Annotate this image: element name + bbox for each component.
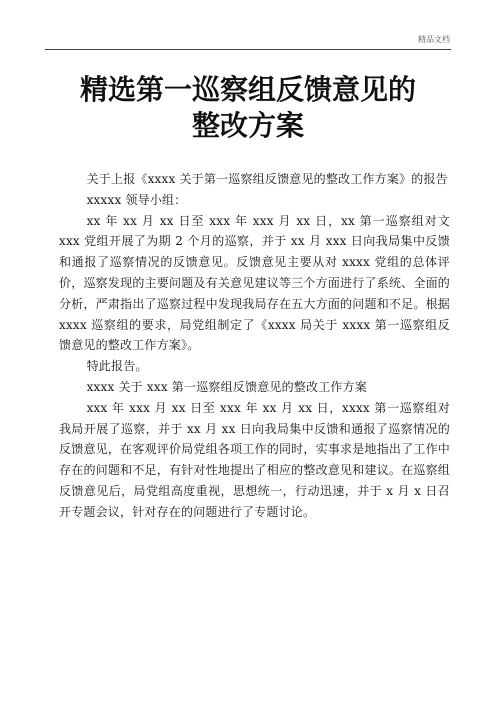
header-label: 精品文档 [418,35,450,44]
header-divider [45,49,451,50]
paragraph-closing: 特此报告。 [86,359,148,374]
paragraph-plan-title: xxxx 关于 xxx 第一巡察组反馈意见的整改工作方案 [86,379,368,394]
paragraph-salutation: xxxxx 领导小组： [86,192,187,207]
title-line-2: 整改方案 [191,109,304,142]
paragraph-report-body: xx 年 xx 月 xx 日至 xxx 年 xxx 月 xx 日，xx 第一巡察组对文 xxx 党组开展了为期 2 个月的巡察，并于 xx 月 xxx 日向我局集中反馈和通报了巡察情况的反馈意见。反馈意见主要从对 xxxx 党组的总体评价，巡察发现的主要问题及有关意见建议等三个方面进行了系统、全面的分析，严肃指出了巡察过程中发现我局存在五大方面的问题和不足。根据 xxxx 巡察组的要求，局党组制定了《xxxx 局关于 xxxx 第一巡察组反馈意见的整改工作方案》。 [59,213,450,353]
document-title [40,72,456,144]
paragraph-report-title: 关于上报《xxxx 关于第一巡察组反馈意见的整改工作方案》的报告 [86,172,448,186]
document-body [59,169,450,523]
title-line-1: 精选第一巡察组反馈意见的 [79,73,416,106]
paragraph-plan-body: xxx 年 xxx 月 xx 日至 xxx 年 xx 月 xx 日，xxxx 第一巡察组对我局开展了巡察，并于 xx 月 xx 日向我局集中反馈和通报了巡察情况的反馈意见，在客观评价局党组各项工作的同时，实事求是地指出了工作中存在的问题和不足，有针对性地提出了相应的整改意见和建议。在巡察组反馈意见后，局党组高度重视，思想统一，行动迅速，并于 x 月 x 日召开专题会议，针对存在的问题进行了专题讨论。 [59,400,450,519]
